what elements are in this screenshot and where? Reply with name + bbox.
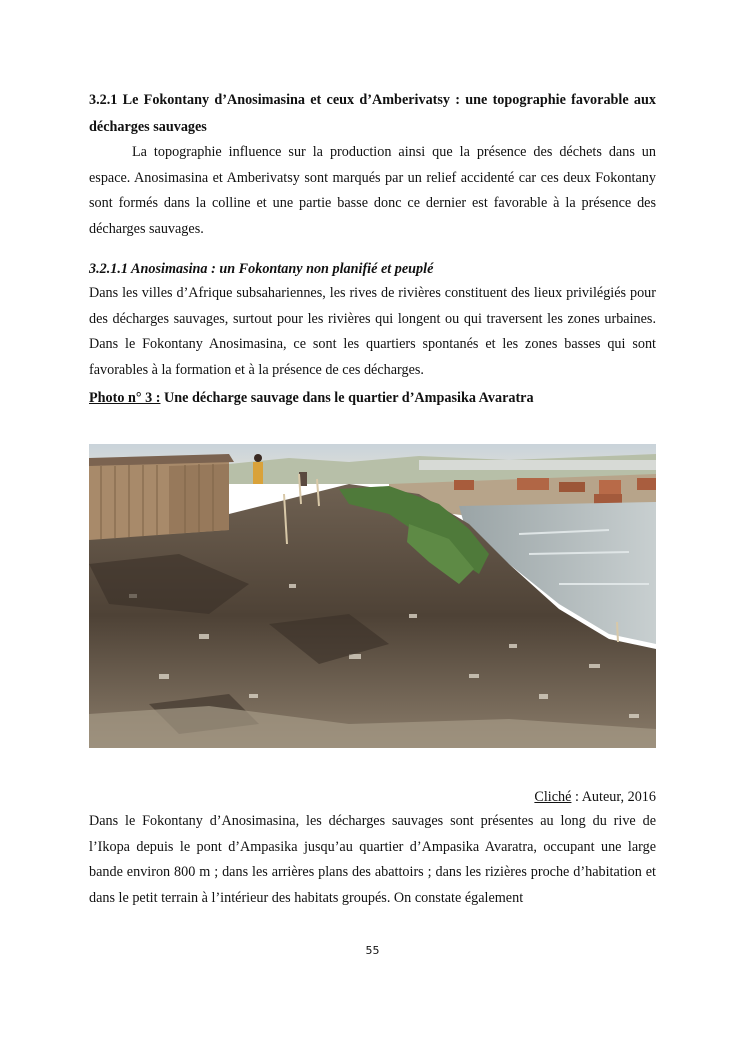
dump-site-photo-illustration [89,444,656,748]
photo-title: Une décharge sauvage dans le quartier d’Ampasika Avaratra [160,390,534,406]
photo-caption [89,388,656,408]
section-heading: 3.2.1 Le Fokontany d’Anosimasina et ceux d’Amberivatsy : une topographie favorable aux décharges sauvages [89,92,656,135]
section-intro-paragraph: La topographie influence sur la production ainsi que la présence des déchets dans un espace. Anosimasina et Amberivatsy sont marqués par un relief accidenté car ces deux Fokontany sont formés dans la colline et une partie basse donc ce dernier est favorable à la présence des décharges sauvages. [89,144,656,237]
closing-paragraph: Dans le Fokontany d’Anosimasina, les décharges sauvages sont présentes au long du rive de l’Ikopa depuis le pont d’Ampasika jusqu’au quartier d’Ampasika Avaratra, occupant une large bande environ 800 m ; dans les arrières plans des abattoirs ; dans les rizières proche d’habitation et dans le petit terrain à l’intérieur des habitats groupés. On constate également [89,813,656,906]
subsection-heading: 3.2.1.1 Anosimasina : un Fokontany non planifié et peuplé [89,261,434,277]
subsection-paragraph: Dans les villes d’Afrique subsahariennes, les rives de rivières constituent des lieux privilégiés pour des décharges sauvages, surtout pour les rivières qui longent ou qui traversent les zones urbaines. Dans le Fokontany Anosimasina, ce sont les quartiers spontanés et les zones basses qui sont favorables à la formation et à la présence de ces décharges. [89,285,656,378]
page-number: 55 [365,944,380,957]
photo-credit-label: Cliché [534,789,572,805]
photo-credit-text: : Auteur, 2016 [571,789,656,805]
dump-site-photo [89,444,656,748]
photo-credit [89,787,656,807]
photo-label: Photo n° 3 : [89,390,161,406]
